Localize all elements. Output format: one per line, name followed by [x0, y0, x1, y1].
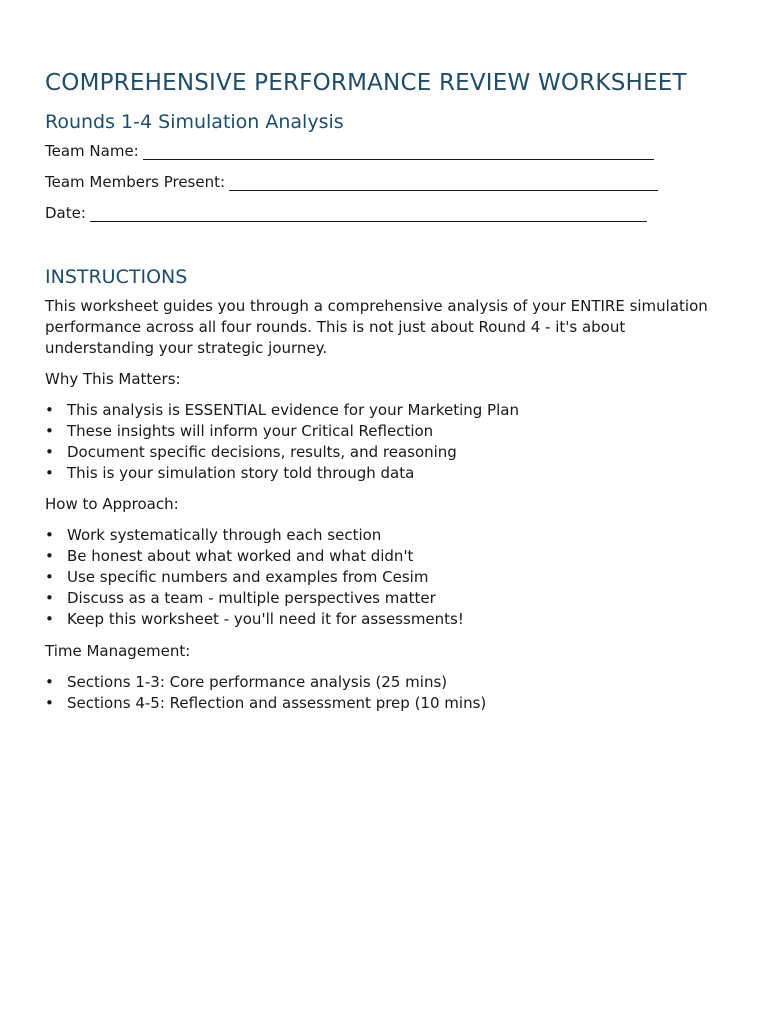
date-blank-line	[90, 220, 647, 222]
bullet-icon: •	[45, 464, 54, 482]
instructions-heading: INSTRUCTIONS	[45, 266, 188, 288]
bullet-icon: •	[45, 694, 54, 712]
why-list	[45, 400, 735, 484]
list-item: • Discuss as a team - multiple perspectives matter	[45, 589, 436, 607]
time-label: Time Management:	[45, 642, 191, 660]
how-list	[45, 525, 735, 630]
list-item: • Sections 4-5: Reflection and assessment prep (10 mins)	[45, 694, 487, 712]
bullet-icon: •	[45, 547, 54, 565]
date-label: Date:	[45, 204, 86, 222]
team-name-field	[45, 141, 735, 162]
how-label: How to Approach:	[45, 495, 179, 513]
list-item: • Sections 1-3: Core performance analysis (25 mins)	[45, 673, 448, 691]
bullet-icon: •	[45, 526, 54, 544]
bullet-icon: •	[45, 401, 54, 419]
team-members-field	[45, 172, 735, 193]
list-item: • Use specific numbers and examples from Cesim	[45, 568, 429, 586]
team-name-blank-line	[143, 158, 654, 160]
time-list	[45, 672, 735, 714]
team-members-blank-line	[229, 189, 658, 191]
list-item: • Be honest about what worked and what didn't	[45, 547, 414, 565]
list-item: • This is your simulation story told through data	[45, 464, 415, 482]
bullet-icon: •	[45, 443, 54, 461]
document-subtitle: Rounds 1-4 Simulation Analysis	[45, 111, 344, 133]
team-name-label: Team Name:	[45, 142, 139, 160]
bullet-icon: •	[45, 422, 54, 440]
list-item: • Work systematically through each section	[45, 526, 382, 544]
list-item: • Document specific decisions, results, and reasoning	[45, 443, 457, 461]
bullet-icon: •	[45, 610, 54, 628]
list-item: • These insights will inform your Critical Reflection	[45, 422, 434, 440]
document-title: COMPREHENSIVE PERFORMANCE REVIEW WORKSHEET	[45, 70, 687, 96]
team-info-fields	[45, 141, 735, 224]
instructions-intro: This worksheet guides you through a comprehensive analysis of your ENTIRE simulation performance across all four rounds. This is not just about Round 4 - it's about understanding your strategic journey.	[45, 297, 708, 357]
why-label: Why This Matters:	[45, 370, 181, 388]
bullet-icon: •	[45, 589, 54, 607]
worksheet-page	[45, 66, 735, 714]
list-item: • This analysis is ESSENTIAL evidence for your Marketing Plan	[45, 401, 519, 419]
team-members-label: Team Members Present:	[45, 173, 226, 191]
list-item: • Keep this worksheet - you'll need it for assessments!	[45, 610, 464, 628]
bullet-icon: •	[45, 568, 54, 586]
bullet-icon: •	[45, 673, 54, 691]
date-field	[45, 203, 735, 224]
